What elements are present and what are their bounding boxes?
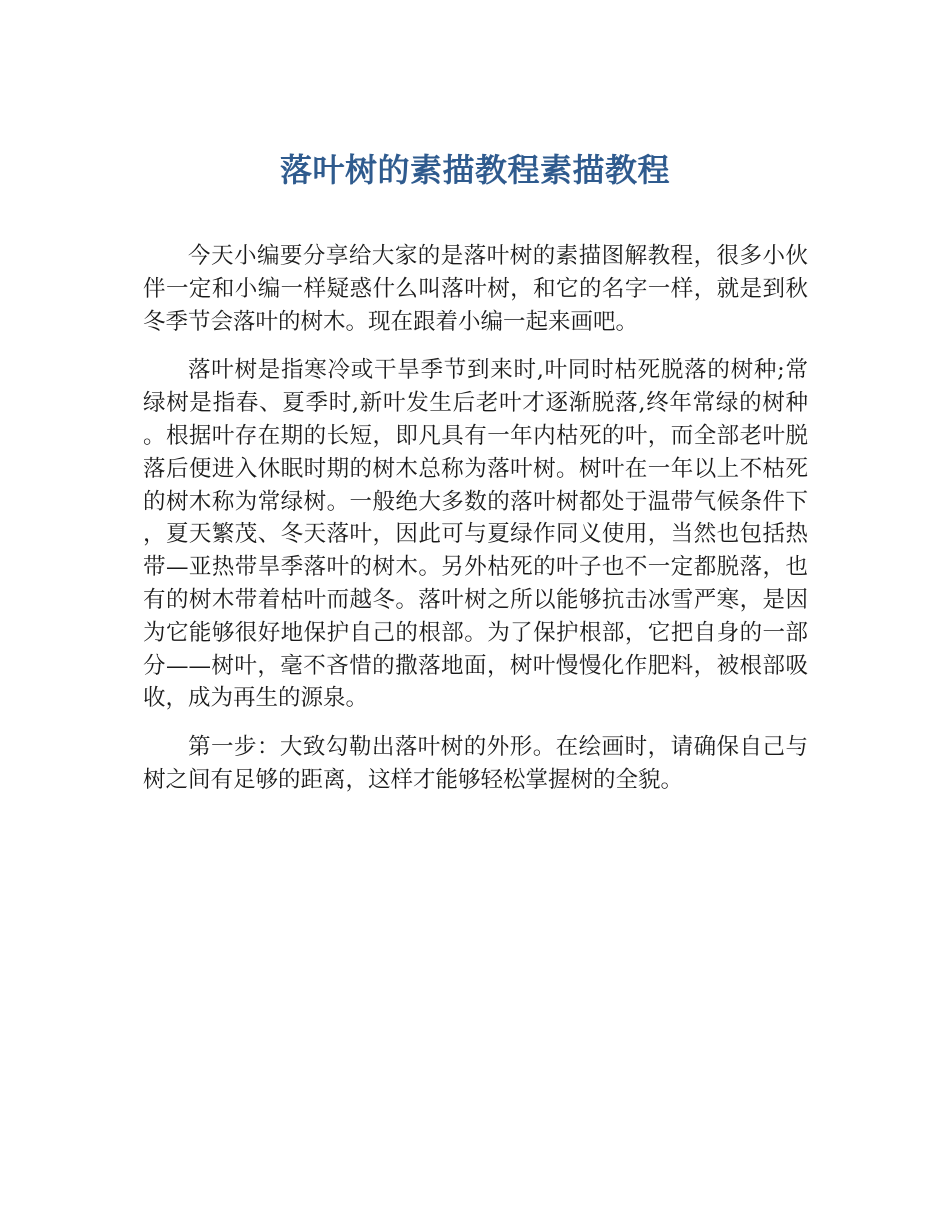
paragraph-definition: 落叶树是指寒冷或干旱季节到来时,叶同时枯死脱落的树种;常绿树是指春、夏季时,新叶发生后老叶才逐渐脱落,终年常绿的树种。根据叶存在期的长短，即凡具有一年内枯死的叶，而全部老叶脱落后便进入休眠时期的树木总称为落叶树。树叶在一年以上不枯死的树木称为常绿树。一般绝大多数的落叶树都处于温带气候条件下，夏天繁茂、冬天落叶，因此可与夏绿作同义使用，当然也包括热带—亚热带旱季落叶的树木。另外枯死的叶子也不一定都脱落，也有的树木带着枯叶而越冬。落叶树之所以能够抗击冰雪严寒，是因为它能够很好地保护自己的根部。为了保护根部，它把自身的一部分——树叶，毫不吝惜的撒落地面，树叶慢慢化作肥料，被根部吸收，成为再生的源泉。 xyxy=(143,357,808,712)
document-body xyxy=(143,240,808,813)
paragraph-step-one: 第一步：大致勾勒出落叶树的外形。在绘画时，请确保自己与树之间有足够的距离，这样才能够轻松掌握树的全貌。 xyxy=(143,734,808,793)
paragraph-intro: 今天小编要分享给大家的是落叶树的素描图解教程，很多小伙伴一定和小编一样疑惑什么叫落叶树，和它的名字一样，就是到秋冬季节会落叶的树木。现在跟着小编一起来画吧。 xyxy=(143,243,808,335)
page-title: 落叶树的素描教程素描教程 xyxy=(279,151,670,189)
